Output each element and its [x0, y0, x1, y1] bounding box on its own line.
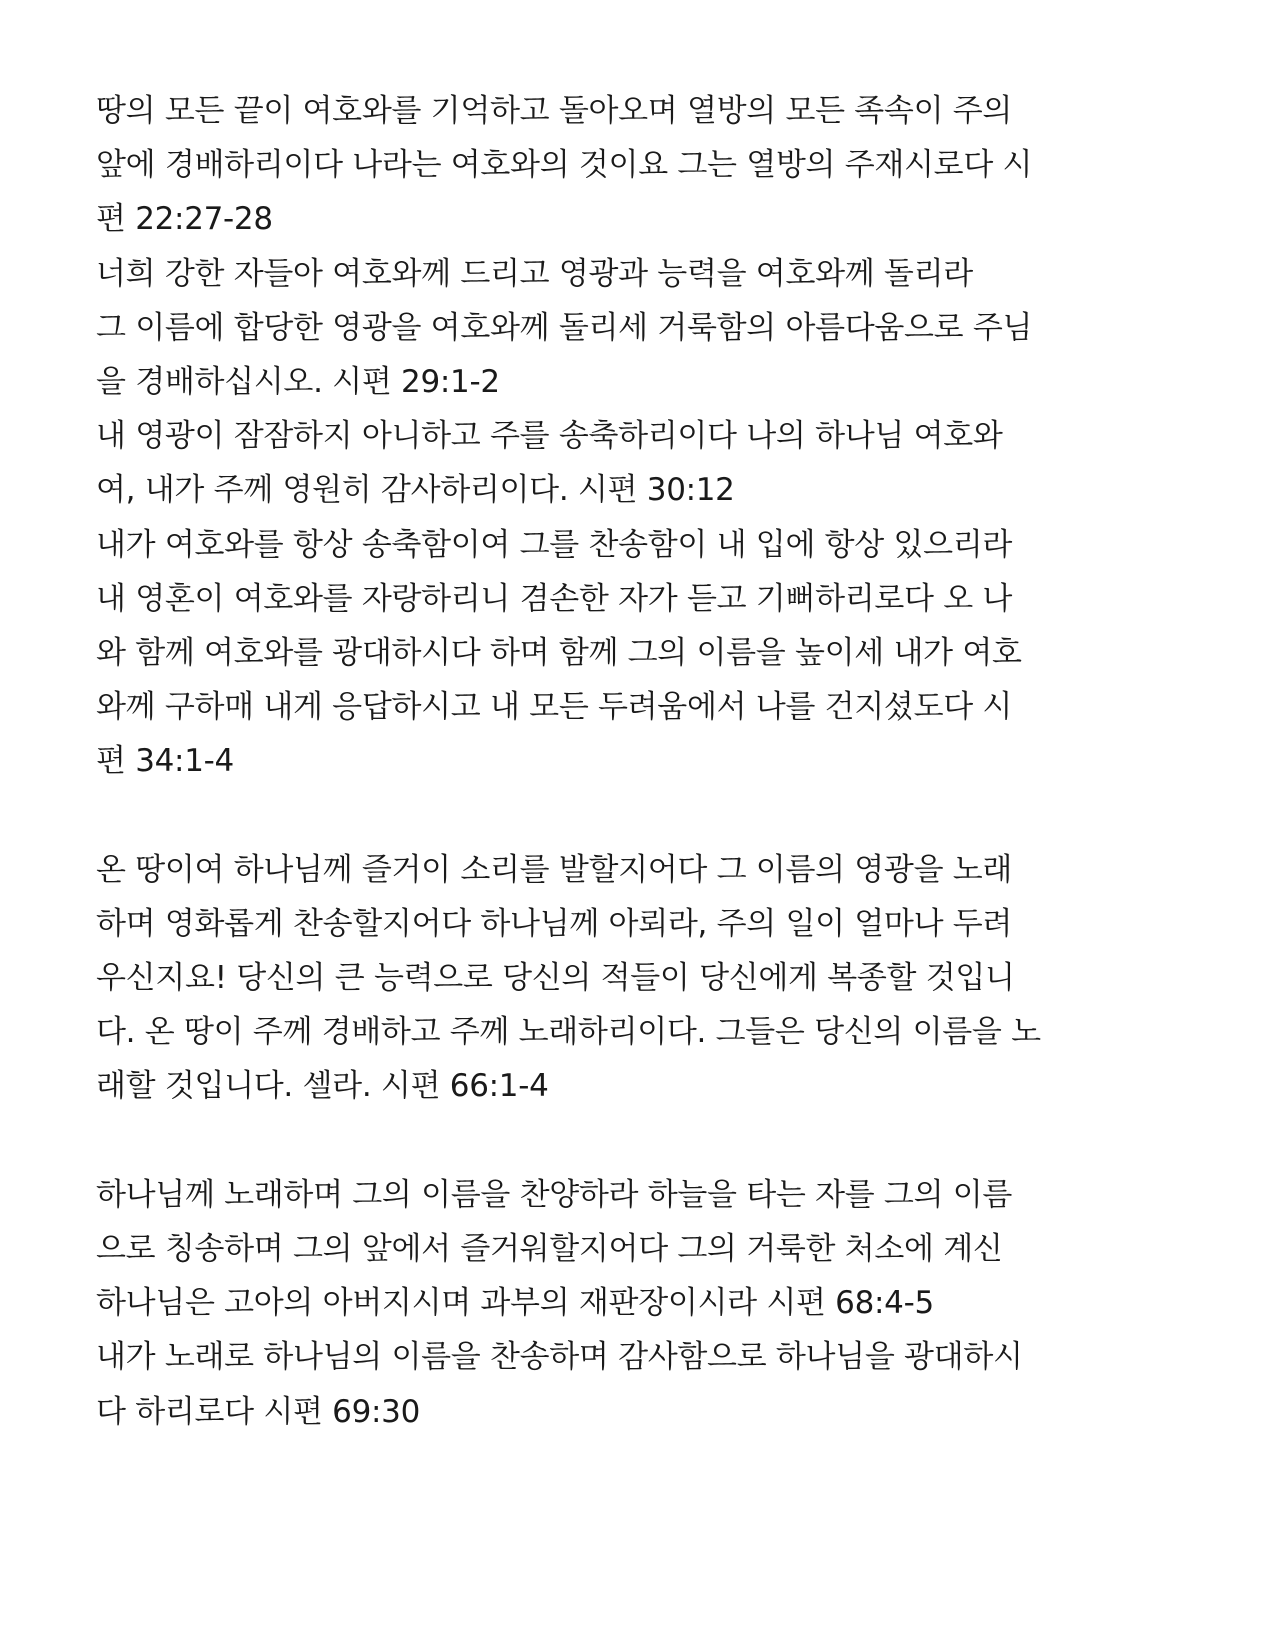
text-line: 내 영혼이 여호와를 자랑하리니 겸손한 자가 듣고 기뻐하리로다 오 나 [96, 580, 1013, 617]
text-line: 와 함께 여호와를 광대하시다 하며 함께 그의 이름을 높이세 내가 여호 [96, 634, 1022, 671]
text-line: 편 34:1-4 [96, 743, 234, 780]
text-line: 내가 노래로 하나님의 이름을 찬송하며 감사함으로 하나님을 광대하시 [96, 1339, 1023, 1376]
text-line: 내 영광이 잠잠하지 아니하고 주를 송축하리이다 나의 하나님 여호와 [96, 418, 1003, 455]
text-line: 을 경배하십시오. 시편 29:1-2 [96, 363, 500, 400]
text-line: 내가 여호와를 항상 송축함이여 그를 찬송함이 내 입에 항상 있으리라 [96, 526, 1013, 563]
text-line: 하나님은 고아의 아버지시며 과부의 재판장이시라 시편 68:4-5 [96, 1285, 934, 1322]
text-line: 하며 영화롭게 찬송할지어다 하나님께 아뢰라, 주의 일이 얼마나 두려 [96, 905, 1013, 942]
text-line: 온 땅이여 하나님께 즐거이 소리를 발할지어다 그 이름의 영광을 노래 [96, 851, 1013, 888]
paragraph-1 [96, 84, 1206, 788]
text-line: 으로 칭송하며 그의 앞에서 즐거워할지어다 그의 거룩한 처소에 계신 [96, 1230, 1003, 1267]
paragraph-spacer [96, 1114, 1206, 1168]
text-line: 다. 온 땅이 주께 경배하고 주께 노래하리이다. 그들은 당신의 이름을 노 [96, 1014, 1041, 1051]
text-line: 하나님께 노래하며 그의 이름을 찬양하라 하늘을 타는 자를 그의 이름 [96, 1176, 1013, 1213]
paragraph-spacer [96, 788, 1206, 842]
text-line: 여, 내가 주께 영원히 감사하리이다. 시편 30:12 [96, 472, 735, 509]
paragraph-2 [96, 843, 1206, 1114]
text-line: 앞에 경배하리이다 나라는 여호와의 것이요 그는 열방의 주재시로다 시 [96, 147, 1033, 184]
paragraph-3 [96, 1168, 1206, 1439]
text-line: 너희 강한 자들아 여호와께 드리고 영광과 능력을 여호와께 돌리라 [96, 255, 973, 292]
text-line: 래할 것입니다. 셀라. 시편 66:1-4 [96, 1068, 549, 1105]
text-line: 다 하리로다 시편 69:30 [96, 1393, 421, 1430]
text-line: 와께 구하매 내게 응답하시고 내 모든 두려움에서 나를 건지셨도다 시 [96, 689, 1013, 726]
text-line: 땅의 모든 끝이 여호와를 기억하고 돌아오며 열방의 모든 족속이 주의 [96, 93, 1013, 129]
text-line: 그 이름에 합당한 영광을 여호와께 돌리세 거룩함의 아름다움으로 주님 [96, 309, 1033, 346]
text-line: 편 22:27-28 [96, 201, 273, 238]
document-body [96, 84, 1206, 1439]
text-line: 우신지요! 당신의 큰 능력으로 당신의 적들이 당신에게 복종할 것입니 [96, 960, 1015, 996]
